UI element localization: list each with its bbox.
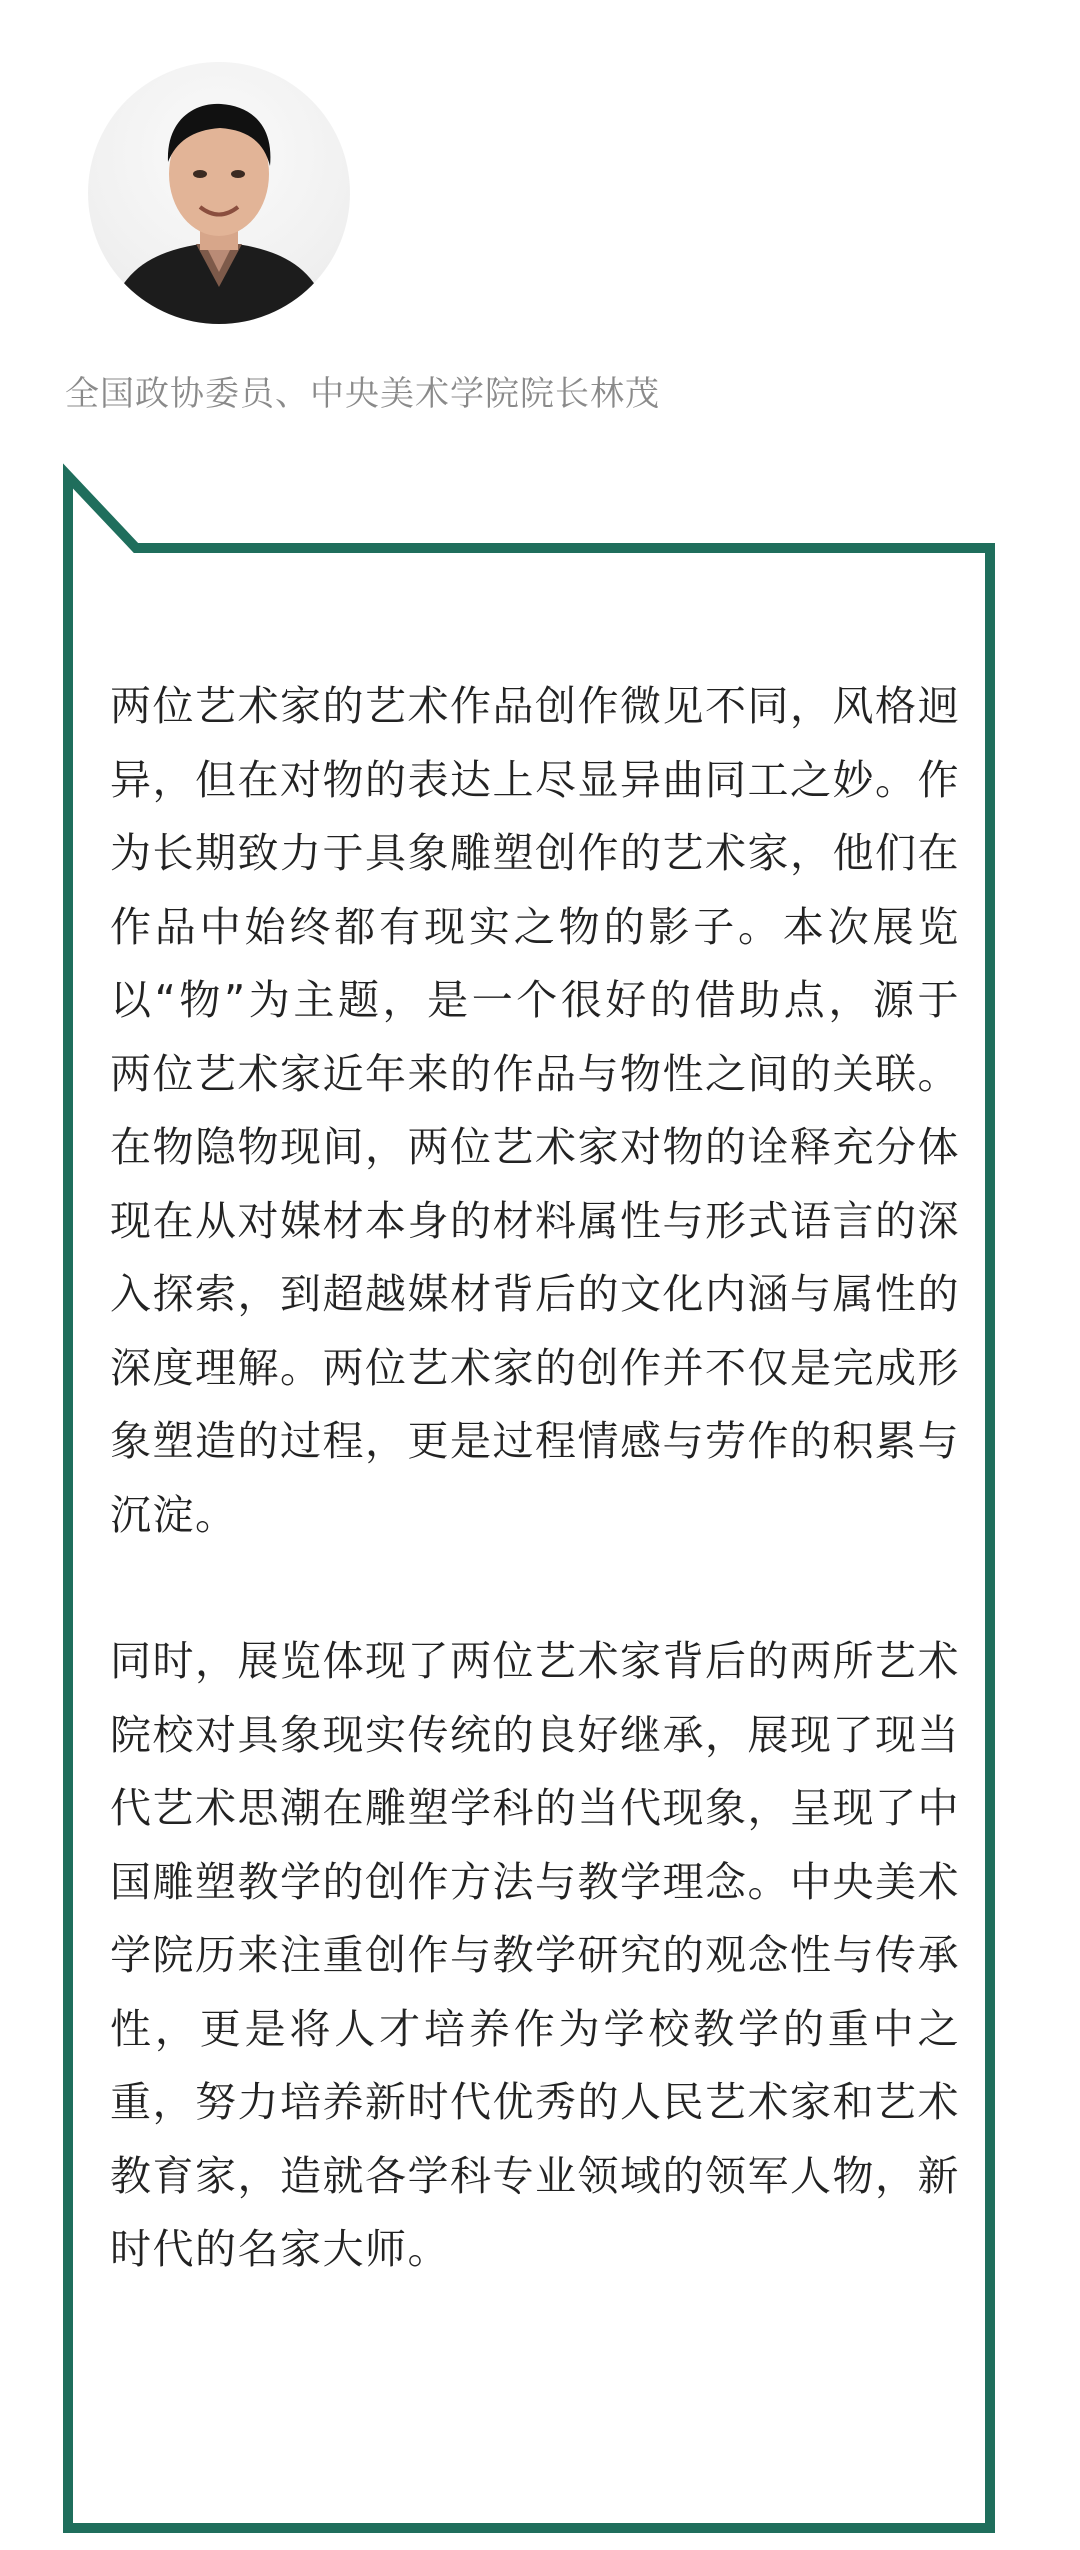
photo-caption: 全国政协委员、中央美术学院院长林茂 bbox=[65, 374, 660, 414]
paragraph-1: 两位艺术家的艺术作品创作微见不同，风格迥异，但在对物的表达上尽显异曲同工之妙。作为长期致力于具象雕塑创作的艺术家，他们在作品中始终都有现实之物的影子。本次展览以“物”为主题，是一个很好的借助点，源于两位艺术家近年来的作品与物性之间的关联。在物隐物现间，两位艺术家对物的诠释充分体现在从对媒材本身的材料属性与形式语言的深入探索，到超越媒材背后的文化内涵与属性的深度理解。两位艺术家的创作并不仅是完成形象塑造的过程，更是过程情感与劳作的积累与沉淀。 bbox=[110, 682, 960, 1539]
person-portrait-icon bbox=[88, 62, 350, 324]
paragraph-2: 同时，展览体现了两位艺术家背后的两所艺术院校对具象现实传统的良好继承，展现了现当代艺术思潮在雕塑学科的当代现象，呈现了中国雕塑教学的创作方法与教学理念。中央美术学院历来注重创作与教学研究的观念性与传承性，更是将人才培养作为学校教学的重中之重，努力培养新时代优秀的人民艺术家和艺术教育家，造就各学科专业领域的领军人物，新时代的名家大师。 bbox=[110, 1637, 960, 2273]
portrait-photo bbox=[88, 62, 350, 324]
article-body bbox=[110, 670, 960, 2287]
